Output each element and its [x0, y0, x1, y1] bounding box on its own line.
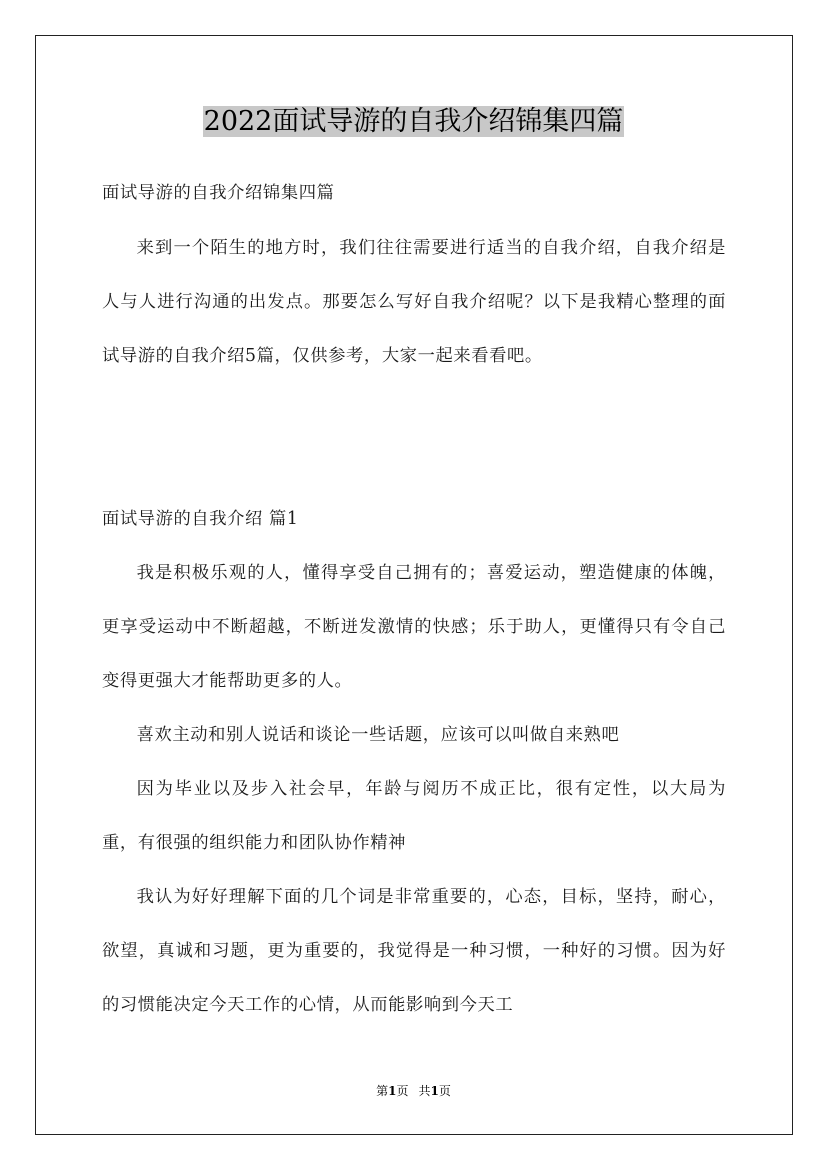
page-footer — [0, 1082, 827, 1099]
section-1-paragraph-3: 因为毕业以及步入社会早，年龄与阅历不成正比，很有定性，以大局为重，有很强的组织能力和团队协作精神 — [102, 779, 726, 853]
document-subtitle: 面试导游的自我介绍锦集四篇 — [102, 183, 335, 203]
page-prefix: 第 — [376, 1084, 389, 1098]
section-1-body — [102, 546, 726, 1032]
section-1-paragraph-2: 喜欢主动和别人说话和谈论一些话题，应该可以叫做自来熟吧 — [136, 725, 620, 745]
total-suffix: 页 — [438, 1084, 451, 1098]
total-pages: 1 — [430, 1084, 439, 1098]
total-prefix: 共 — [418, 1084, 431, 1098]
section-1-heading: 面试导游的自我介绍 篇1 — [102, 509, 299, 529]
intro-paragraph: 来到一个陌生的地方时，我们往往需要进行适当的自我介绍，自我介绍是人与人进行沟通的出发点。那要怎么写好自我介绍呢？以下是我精心整理的面试导游的自我介绍5篇，仅供参考，大家一起来看看吧。 — [102, 238, 726, 366]
page-suffix: 页 — [396, 1084, 409, 1098]
section-1-paragraph-1: 我是积极乐观的人，懂得享受自己拥有的；喜爱运动，塑造健康的体魄，更享受运动中不断超越，不断迸发激情的快感；乐于助人，更懂得只有令自己变得更强大才能帮助更多的人。 — [102, 563, 726, 691]
page-current: 1 — [388, 1084, 397, 1098]
document-title — [0, 103, 827, 141]
section-1-paragraph-4: 我认为好好理解下面的几个词是非常重要的，心态，目标，坚持，耐心，欲望，真诚和习题，更为重要的，我觉得是一种习惯，一种好的习惯。因为好的习惯能决定今天工作的心情，从而能影响到今天工 — [102, 887, 726, 1015]
document-title-text: 2022面试导游的自我介绍锦集四篇 — [203, 106, 624, 137]
